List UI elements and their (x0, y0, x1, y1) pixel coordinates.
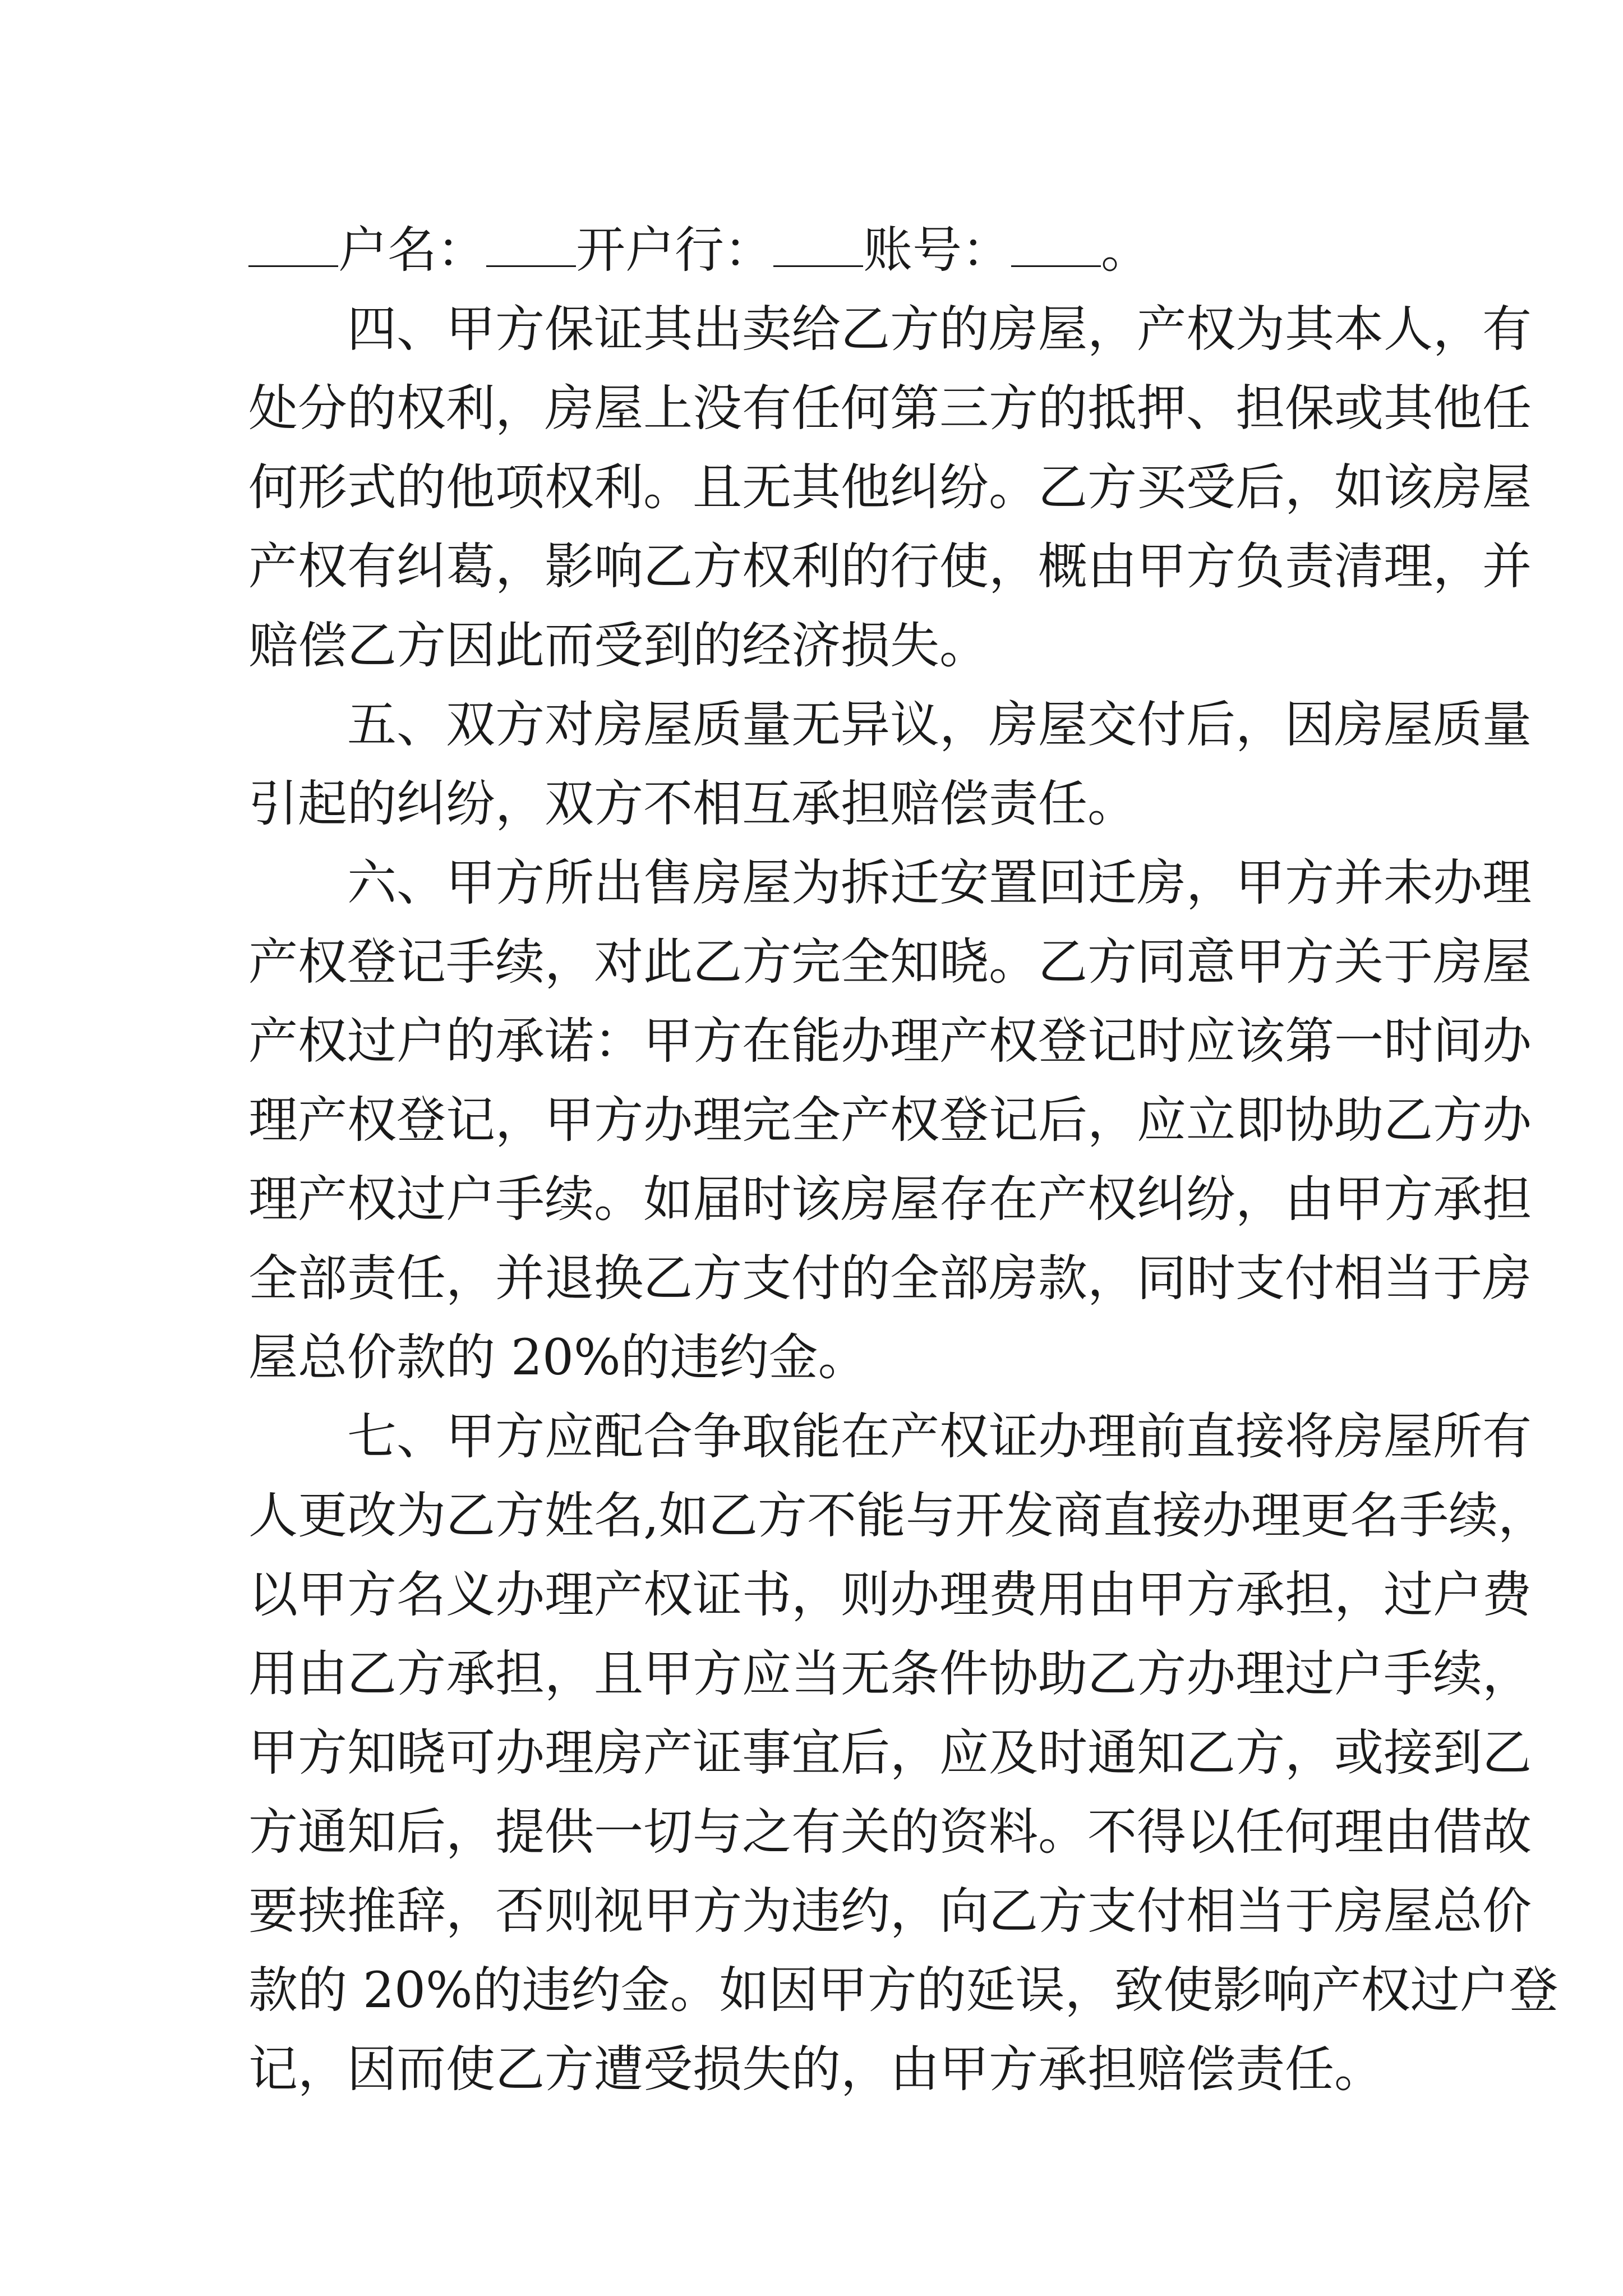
text-line: 人更改为乙方姓名,如乙方不能与开发商直接办理更名手续， (248, 1487, 1547, 1544)
bank-info-line (248, 210, 1393, 289)
text-line: 全部责任，并退换乙方支付的全部房款，同时支付相当于房 (248, 1249, 1532, 1307)
blank-field (773, 226, 863, 267)
text-line: 赔偿乙方因此而受到的经济损失。 (248, 616, 989, 674)
text-line: 屋总价款的 20%的违约金。 (248, 1328, 868, 1386)
text-line: 记，因而使乙方遭受损失的，由甲方承担赔偿责任。 (248, 2040, 1384, 2098)
text-line: 方通知后，提供一切与之有关的资料。不得以任何理由借故 (248, 1803, 1532, 1861)
text-line: 五、双方对房屋质量无异议，房屋交付后，因房屋质量 (248, 696, 1532, 753)
text-line: 用由乙方承担，且甲方应当无条件协助乙方办理过户手续， (248, 1645, 1532, 1703)
blank-field (486, 226, 576, 267)
account-name-label: 户名： (338, 221, 487, 279)
text-line: 理产权过户手续。如届时该房屋存在产权纠纷，由甲方承担 (248, 1170, 1532, 1228)
text-line: 要挟推辞，否则视甲方为违约，向乙方支付相当于房屋总价 (248, 1882, 1532, 1940)
blank-field (248, 226, 338, 267)
text-line: 何形式的他项权利。且无其他纠纷。乙方买受后，如该房屋 (248, 458, 1532, 516)
text-line: 以甲方名义办理产权证书，则办理费用由甲方承担，过户费 (248, 1566, 1532, 1623)
text-line: 四、甲方保证其出卖给乙方的房屋，产权为其本人，有 (248, 300, 1532, 358)
document-page (248, 210, 1559, 2109)
account-number-label: 账号： (863, 221, 1012, 279)
text-line: 产权过户的承诺：甲方在能办理产权登记时应该第一时间办 (248, 1012, 1532, 1070)
text-line: 甲方知晓可办理房产证事宜后，应及时通知乙方，或接到乙 (248, 1724, 1532, 1782)
text-line: 产权登记手续，对此乙方完全知晓。乙方同意甲方关于房屋 (248, 933, 1532, 991)
text-line: 处分的权利，房屋上没有任何第三方的抵押、担保或其他任 (248, 379, 1532, 437)
clause-5 (248, 685, 1532, 843)
clause-6 (248, 843, 1532, 1397)
text-line: 引起的纠纷，双方不相互承担赔偿责任。 (248, 775, 1137, 832)
line-end: 。 (1101, 221, 1151, 279)
text-line: 七、甲方应配合争取能在产权证办理前直接将房屋所有 (248, 1407, 1532, 1465)
text-line: 理产权登记，甲方办理完全产权登记后，应立即协助乙方办 (248, 1091, 1532, 1149)
text-line: 六、甲方所出售房屋为拆迁安置回迁房，甲方并未办理 (248, 854, 1532, 912)
blank-field (1011, 226, 1101, 267)
clause-4 (248, 289, 1532, 685)
clause-7 (248, 1397, 1559, 2109)
bank-label: 开户行： (576, 221, 774, 279)
text-line: 款的 20%的违约金。如因甲方的延误，致使影响产权过户登 (248, 1961, 1559, 2019)
text-line: 产权有纠葛，影响乙方权利的行使，概由甲方负责清理，并 (248, 537, 1532, 595)
